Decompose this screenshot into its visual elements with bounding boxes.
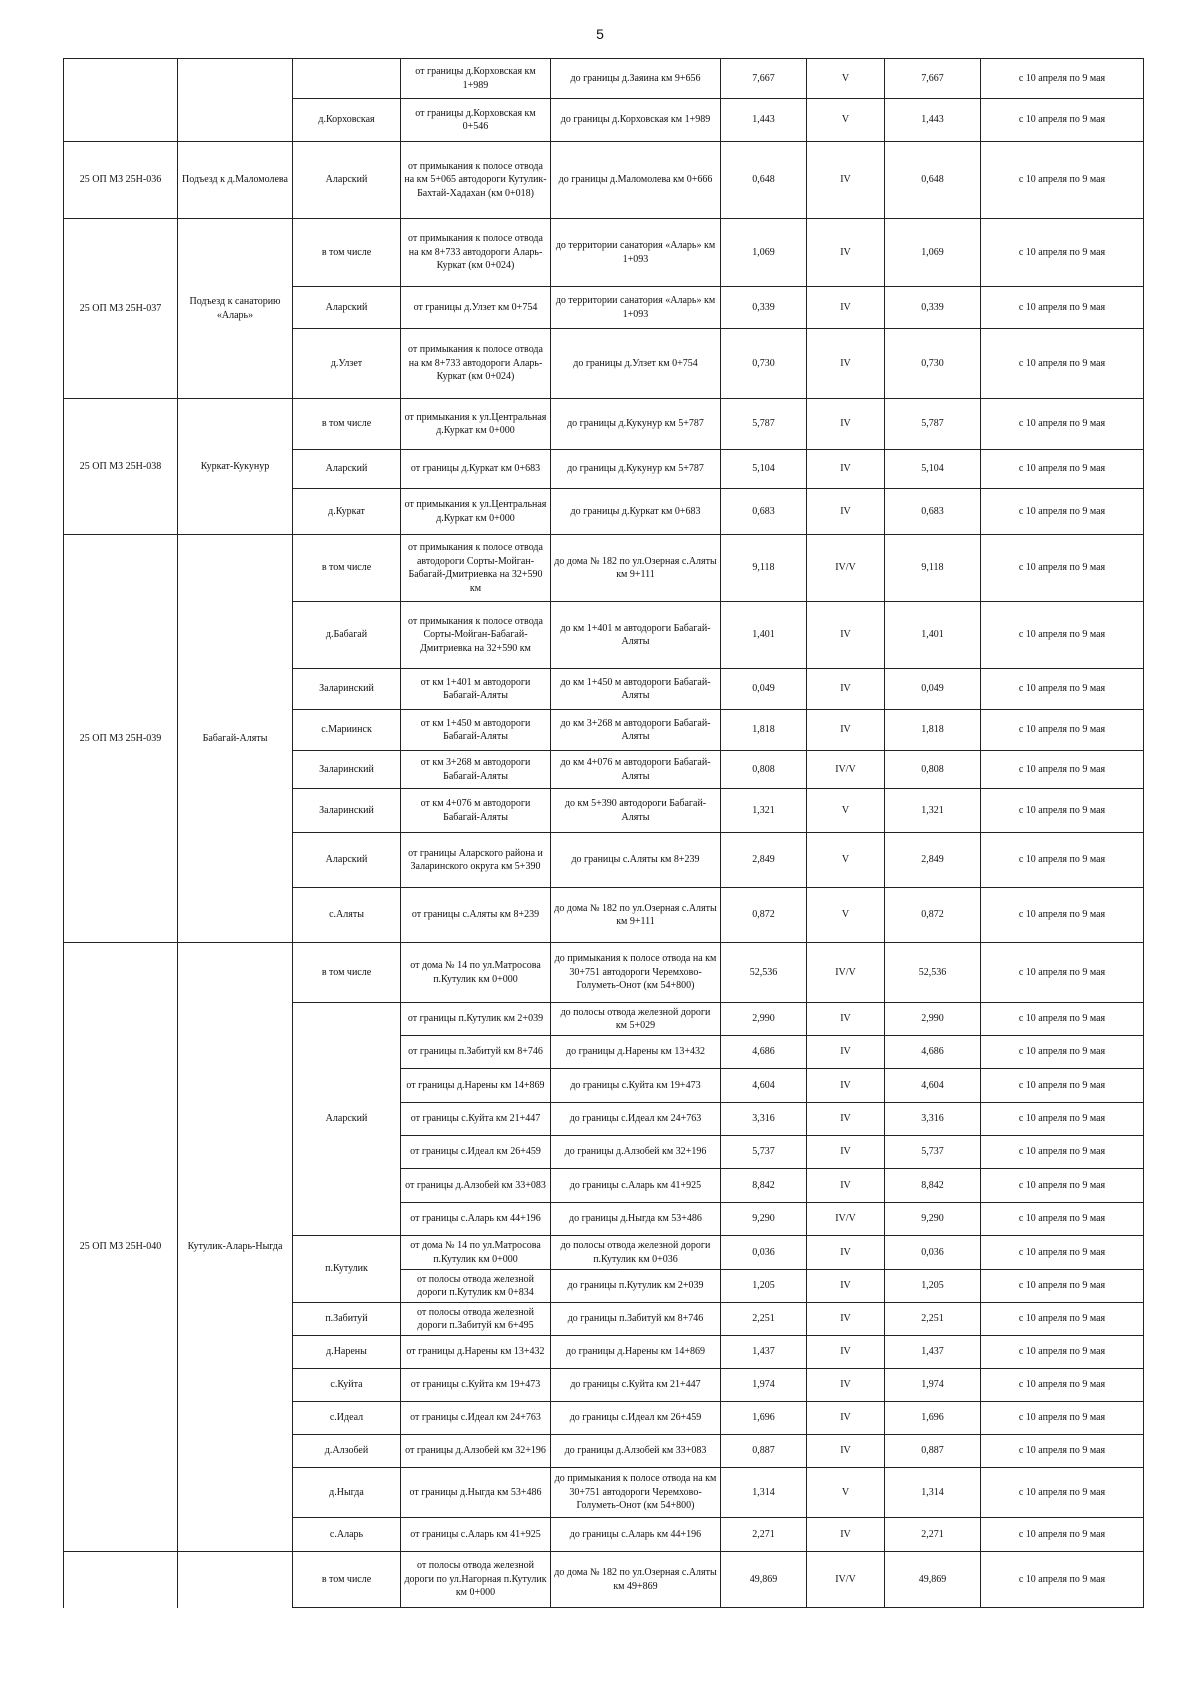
to-cell: до км 3+268 м автодороги Бабагай-Аляты	[551, 710, 721, 751]
to-cell: до границы д.Кукунур км 5+787	[551, 399, 721, 450]
locality-cell: в том числе	[293, 219, 401, 287]
period-cell: с 10 апреля по 9 мая	[981, 751, 1144, 789]
to-cell: до границы д.Улзет км 0+754	[551, 329, 721, 399]
period-cell: с 10 апреля по 9 мая	[981, 789, 1144, 833]
length-in-period-cell: 0,887	[885, 1435, 981, 1468]
length-in-period-cell: 49,869	[885, 1552, 981, 1608]
period-cell: с 10 апреля по 9 мая	[981, 1303, 1144, 1336]
locality-cell: Аларский	[293, 1003, 401, 1236]
road-code-cell: 25 ОП МЗ 25Н-038	[64, 399, 178, 535]
to-cell: до границы с.Идеал км 24+763	[551, 1103, 721, 1136]
to-cell: до границы д.Кукунур км 5+787	[551, 450, 721, 489]
category-cell: IV/V	[807, 1552, 885, 1608]
category-cell: IV	[807, 399, 885, 450]
to-cell: до границы д.Маломолева км 0+666	[551, 142, 721, 219]
category-cell: IV	[807, 1236, 885, 1270]
period-cell: с 10 апреля по 9 мая	[981, 943, 1144, 1003]
length-in-period-cell: 1,437	[885, 1336, 981, 1369]
length-in-period-cell: 4,686	[885, 1036, 981, 1069]
period-cell: с 10 апреля по 9 мая	[981, 1270, 1144, 1303]
length-cell: 4,604	[721, 1069, 807, 1103]
to-cell: до границы п.Забитуй км 8+746	[551, 1303, 721, 1336]
length-cell: 1,069	[721, 219, 807, 287]
category-cell: IV	[807, 1036, 885, 1069]
from-cell: от границы Аларского района и Заларинского округа км 5+390	[401, 833, 551, 888]
from-cell: от границы д.Ныгда км 53+486	[401, 1468, 551, 1518]
from-cell: от примыкания к ул.Центральная д.Куркат км 0+000	[401, 489, 551, 535]
from-cell: от примыкания к ул.Центральная д.Куркат км 0+000	[401, 399, 551, 450]
locality-cell: д.Улзет	[293, 329, 401, 399]
length-in-period-cell: 0,872	[885, 888, 981, 943]
length-in-period-cell: 4,604	[885, 1069, 981, 1103]
period-cell: с 10 апреля по 9 мая	[981, 287, 1144, 329]
to-cell: до дома № 182 по ул.Озерная с.Аляты км 9+111	[551, 888, 721, 943]
locality-cell: д.Алзобей	[293, 1435, 401, 1468]
to-cell: до границы с.Куйта км 19+473	[551, 1069, 721, 1103]
to-cell: до границы с.Идеал км 26+459	[551, 1402, 721, 1435]
to-cell: до границы д.Нарены км 14+869	[551, 1336, 721, 1369]
length-cell: 0,683	[721, 489, 807, 535]
from-cell: от границы п.Забитуй км 8+746	[401, 1036, 551, 1069]
locality-cell: с.Аларь	[293, 1518, 401, 1552]
length-cell: 0,036	[721, 1236, 807, 1270]
length-in-period-cell: 9,118	[885, 535, 981, 602]
length-in-period-cell: 1,069	[885, 219, 981, 287]
length-cell: 1,314	[721, 1468, 807, 1518]
period-cell: с 10 апреля по 9 мая	[981, 399, 1144, 450]
period-cell: с 10 апреля по 9 мая	[981, 1468, 1144, 1518]
from-cell: от границы с.Аларь км 44+196	[401, 1203, 551, 1236]
from-cell: от км 1+401 м автодороги Бабагай-Аляты	[401, 669, 551, 710]
period-cell: с 10 апреля по 9 мая	[981, 1552, 1144, 1608]
from-cell: от границы п.Кутулик км 2+039	[401, 1003, 551, 1036]
length-in-period-cell: 2,990	[885, 1003, 981, 1036]
length-cell: 0,808	[721, 751, 807, 789]
length-cell: 0,887	[721, 1435, 807, 1468]
length-cell: 0,730	[721, 329, 807, 399]
from-cell: от границы д.Куркат км 0+683	[401, 450, 551, 489]
length-in-period-cell: 5,787	[885, 399, 981, 450]
category-cell: IV	[807, 1003, 885, 1036]
table-row	[64, 219, 1144, 287]
table-row	[64, 142, 1144, 219]
period-cell: с 10 апреля по 9 мая	[981, 1136, 1144, 1169]
to-cell: до границы д.Ныгда км 53+486	[551, 1203, 721, 1236]
to-cell: до полосы отвода железной дороги п.Кутулик км 0+036	[551, 1236, 721, 1270]
to-cell: до границы д.Куркат км 0+683	[551, 489, 721, 535]
length-in-period-cell: 0,808	[885, 751, 981, 789]
length-in-period-cell: 9,290	[885, 1203, 981, 1236]
period-cell: с 10 апреля по 9 мая	[981, 1402, 1144, 1435]
period-cell: с 10 апреля по 9 мая	[981, 1069, 1144, 1103]
length-cell: 0,339	[721, 287, 807, 329]
from-cell: от границы д.Корховская км 1+989	[401, 59, 551, 99]
length-in-period-cell: 0,036	[885, 1236, 981, 1270]
length-cell: 1,818	[721, 710, 807, 751]
from-cell: от границы д.Алзобей км 33+083	[401, 1169, 551, 1203]
category-cell: V	[807, 59, 885, 99]
locality-cell: п.Кутулик	[293, 1236, 401, 1303]
to-cell: до км 1+450 м автодороги Бабагай-Аляты	[551, 669, 721, 710]
to-cell: до границы с.Аляты км 8+239	[551, 833, 721, 888]
to-cell: до границы п.Кутулик км 2+039	[551, 1270, 721, 1303]
road-code-cell: 25 ОП МЗ 25Н-040	[64, 943, 178, 1552]
period-cell: с 10 апреля по 9 мая	[981, 1336, 1144, 1369]
locality-cell: с.Мариинск	[293, 710, 401, 751]
length-cell: 9,118	[721, 535, 807, 602]
road-name-cell	[178, 1552, 293, 1608]
length-cell: 1,321	[721, 789, 807, 833]
category-cell: IV	[807, 1518, 885, 1552]
to-cell: до территории санатория «Аларь» км 1+093	[551, 287, 721, 329]
to-cell: до полосы отвода железной дороги км 5+029	[551, 1003, 721, 1036]
period-cell: с 10 апреля по 9 мая	[981, 1435, 1144, 1468]
locality-cell: д.Корховская	[293, 99, 401, 142]
to-cell: до границы д.Алзобей км 33+083	[551, 1435, 721, 1468]
length-in-period-cell: 2,271	[885, 1518, 981, 1552]
table-row	[64, 535, 1144, 602]
length-in-period-cell: 3,316	[885, 1103, 981, 1136]
length-in-period-cell: 0,339	[885, 287, 981, 329]
length-in-period-cell: 1,443	[885, 99, 981, 142]
length-cell: 0,049	[721, 669, 807, 710]
road-name-cell	[178, 59, 293, 142]
period-cell: с 10 апреля по 9 мая	[981, 450, 1144, 489]
category-cell: IV/V	[807, 751, 885, 789]
length-cell: 1,974	[721, 1369, 807, 1402]
period-cell: с 10 апреля по 9 мая	[981, 535, 1144, 602]
from-cell: от км 4+076 м автодороги Бабагай-Аляты	[401, 789, 551, 833]
length-in-period-cell: 2,251	[885, 1303, 981, 1336]
period-cell: с 10 апреля по 9 мая	[981, 1003, 1144, 1036]
length-cell: 2,271	[721, 1518, 807, 1552]
period-cell: с 10 апреля по 9 мая	[981, 489, 1144, 535]
length-in-period-cell: 1,321	[885, 789, 981, 833]
road-name-cell: Куркат-Кукунур	[178, 399, 293, 535]
to-cell: до границы с.Аларь км 44+196	[551, 1518, 721, 1552]
length-in-period-cell: 0,730	[885, 329, 981, 399]
period-cell: с 10 апреля по 9 мая	[981, 710, 1144, 751]
from-cell: от примыкания к полосе отвода на км 5+065 автодороги Кутулик-Бахтай-Хадахан (км 0+018)	[401, 142, 551, 219]
to-cell: до границы с.Куйта км 21+447	[551, 1369, 721, 1402]
locality-cell: Заларинский	[293, 751, 401, 789]
locality-cell: Аларский	[293, 142, 401, 219]
locality-cell: д.Ныгда	[293, 1468, 401, 1518]
locality-cell	[293, 59, 401, 99]
period-cell: с 10 апреля по 9 мая	[981, 329, 1144, 399]
road-code-cell	[64, 1552, 178, 1608]
locality-cell: д.Нарены	[293, 1336, 401, 1369]
period-cell: с 10 апреля по 9 мая	[981, 219, 1144, 287]
length-in-period-cell: 52,536	[885, 943, 981, 1003]
to-cell: до границы д.Заяина км 9+656	[551, 59, 721, 99]
category-cell: IV	[807, 1303, 885, 1336]
locality-cell: Аларский	[293, 450, 401, 489]
category-cell: IV/V	[807, 1203, 885, 1236]
category-cell: IV	[807, 1136, 885, 1169]
length-in-period-cell: 0,683	[885, 489, 981, 535]
length-in-period-cell: 1,696	[885, 1402, 981, 1435]
period-cell: с 10 апреля по 9 мая	[981, 888, 1144, 943]
to-cell: до км 1+401 м автодороги Бабагай-Аляты	[551, 602, 721, 669]
locality-cell: Заларинский	[293, 669, 401, 710]
locality-cell: д.Бабагай	[293, 602, 401, 669]
category-cell: IV	[807, 1435, 885, 1468]
road-name-cell: Подъезд к санаторию «Аларь»	[178, 219, 293, 399]
category-cell: IV	[807, 1270, 885, 1303]
to-cell: до примыкания к полосе отвода на км 30+751 автодороги Черемхово-Голуметь-Онот (км 54+800)	[551, 943, 721, 1003]
to-cell: до примыкания к полосе отвода на км 30+751 автодороги Черемхово-Голуметь-Онот (км 54+800)	[551, 1468, 721, 1518]
period-cell: с 10 апреля по 9 мая	[981, 59, 1144, 99]
length-in-period-cell: 1,401	[885, 602, 981, 669]
from-cell: от полосы отвода железной дороги по ул.Нагорная п.Кутулик км 0+000	[401, 1552, 551, 1608]
length-cell: 2,990	[721, 1003, 807, 1036]
from-cell: от км 1+450 м автодороги Бабагай-Аляты	[401, 710, 551, 751]
road-restrictions-table	[63, 58, 1144, 1608]
length-in-period-cell: 7,667	[885, 59, 981, 99]
locality-cell: в том числе	[293, 535, 401, 602]
length-cell: 4,686	[721, 1036, 807, 1069]
length-in-period-cell: 1,314	[885, 1468, 981, 1518]
category-cell: IV/V	[807, 943, 885, 1003]
to-cell: до км 5+390 автодороги Бабагай-Аляты	[551, 789, 721, 833]
length-cell: 1,696	[721, 1402, 807, 1435]
table-row	[64, 943, 1144, 1003]
length-in-period-cell: 5,104	[885, 450, 981, 489]
category-cell: IV	[807, 602, 885, 669]
locality-cell: с.Идеал	[293, 1402, 401, 1435]
category-cell: IV	[807, 669, 885, 710]
period-cell: с 10 апреля по 9 мая	[981, 142, 1144, 219]
length-cell: 8,842	[721, 1169, 807, 1203]
from-cell: от границы с.Куйта км 21+447	[401, 1103, 551, 1136]
locality-cell: Заларинский	[293, 789, 401, 833]
category-cell: V	[807, 1468, 885, 1518]
length-cell: 1,205	[721, 1270, 807, 1303]
category-cell: IV	[807, 1336, 885, 1369]
locality-cell: с.Куйта	[293, 1369, 401, 1402]
locality-cell: в том числе	[293, 1552, 401, 1608]
length-cell: 5,787	[721, 399, 807, 450]
length-cell: 49,869	[721, 1552, 807, 1608]
length-cell: 5,737	[721, 1136, 807, 1169]
to-cell: до границы д.Нарены км 13+432	[551, 1036, 721, 1069]
category-cell: IV	[807, 489, 885, 535]
from-cell: от границы с.Куйта км 19+473	[401, 1369, 551, 1402]
length-cell: 5,104	[721, 450, 807, 489]
road-name-cell: Бабагай-Аляты	[178, 535, 293, 943]
locality-cell: в том числе	[293, 943, 401, 1003]
to-cell: до дома № 182 по ул.Озерная с.Аляты км 49+869	[551, 1552, 721, 1608]
table-row	[64, 59, 1144, 99]
category-cell: IV	[807, 450, 885, 489]
from-cell: от границы д.Алзобей км 32+196	[401, 1435, 551, 1468]
category-cell: IV	[807, 710, 885, 751]
length-in-period-cell: 0,049	[885, 669, 981, 710]
category-cell: IV	[807, 1169, 885, 1203]
period-cell: с 10 апреля по 9 мая	[981, 833, 1144, 888]
from-cell: от границы д.Улзет км 0+754	[401, 287, 551, 329]
length-cell: 2,251	[721, 1303, 807, 1336]
from-cell: от полосы отвода железной дороги п.Забитуй км 6+495	[401, 1303, 551, 1336]
length-in-period-cell: 1,818	[885, 710, 981, 751]
from-cell: от границы д.Корховская км 0+546	[401, 99, 551, 142]
category-cell: V	[807, 833, 885, 888]
category-cell: IV	[807, 1103, 885, 1136]
length-cell: 3,316	[721, 1103, 807, 1136]
to-cell: до границы д.Корховская км 1+989	[551, 99, 721, 142]
to-cell: до дома № 182 по ул.Озерная с.Аляты км 9+111	[551, 535, 721, 602]
period-cell: с 10 апреля по 9 мая	[981, 1369, 1144, 1402]
category-cell: V	[807, 789, 885, 833]
category-cell: IV	[807, 1369, 885, 1402]
from-cell: от границы д.Нарены км 13+432	[401, 1336, 551, 1369]
length-cell: 52,536	[721, 943, 807, 1003]
page-number: 5	[596, 26, 604, 42]
from-cell: от км 3+268 м автодороги Бабагай-Аляты	[401, 751, 551, 789]
from-cell: от дома № 14 по ул.Матросова п.Кутулик км 0+000	[401, 943, 551, 1003]
road-code-cell	[64, 59, 178, 142]
locality-cell: Аларский	[293, 833, 401, 888]
from-cell: от дома № 14 по ул.Матросова п.Кутулик км 0+000	[401, 1236, 551, 1270]
length-in-period-cell: 1,205	[885, 1270, 981, 1303]
length-in-period-cell: 8,842	[885, 1169, 981, 1203]
category-cell: IV/V	[807, 535, 885, 602]
from-cell: от примыкания к полосе отвода автодороги Сорты-Мойган-Бабагай-Дмитриевка на 32+590 км	[401, 535, 551, 602]
length-cell: 1,401	[721, 602, 807, 669]
length-in-period-cell: 0,648	[885, 142, 981, 219]
category-cell: V	[807, 888, 885, 943]
length-cell: 9,290	[721, 1203, 807, 1236]
category-cell: IV	[807, 1069, 885, 1103]
period-cell: с 10 апреля по 9 мая	[981, 602, 1144, 669]
length-in-period-cell: 1,974	[885, 1369, 981, 1402]
locality-cell: Аларский	[293, 287, 401, 329]
from-cell: от примыкания к полосе отвода на км 8+733 автодороги Аларь-Куркат (км 0+024)	[401, 329, 551, 399]
to-cell: до границы д.Алзобей км 32+196	[551, 1136, 721, 1169]
length-cell: 2,849	[721, 833, 807, 888]
length-cell: 1,437	[721, 1336, 807, 1369]
from-cell: от примыкания к полосе отвода Сорты-Мойган-Бабагай-Дмитриевка на 32+590 км	[401, 602, 551, 669]
length-in-period-cell: 2,849	[885, 833, 981, 888]
category-cell: IV	[807, 329, 885, 399]
length-in-period-cell: 5,737	[885, 1136, 981, 1169]
to-cell: до территории санатория «Аларь» км 1+093	[551, 219, 721, 287]
to-cell: до границы с.Аларь км 41+925	[551, 1169, 721, 1203]
from-cell: от примыкания к полосе отвода на км 8+733 автодороги Аларь-Куркат (км 0+024)	[401, 219, 551, 287]
locality-cell: д.Куркат	[293, 489, 401, 535]
length-cell: 7,667	[721, 59, 807, 99]
period-cell: с 10 апреля по 9 мая	[981, 99, 1144, 142]
category-cell: IV	[807, 287, 885, 329]
period-cell: с 10 апреля по 9 мая	[981, 1036, 1144, 1069]
locality-cell: п.Забитуй	[293, 1303, 401, 1336]
length-cell: 0,872	[721, 888, 807, 943]
road-code-cell: 25 ОП МЗ 25Н-037	[64, 219, 178, 399]
category-cell: IV	[807, 219, 885, 287]
category-cell: IV	[807, 1402, 885, 1435]
length-cell: 0,648	[721, 142, 807, 219]
table-row	[64, 1552, 1144, 1608]
period-cell: с 10 апреля по 9 мая	[981, 1103, 1144, 1136]
from-cell: от границы с.Аляты км 8+239	[401, 888, 551, 943]
locality-cell: с.Аляты	[293, 888, 401, 943]
from-cell: от границы с.Идеал км 24+763	[401, 1402, 551, 1435]
from-cell: от границы с.Идеал км 26+459	[401, 1136, 551, 1169]
road-code-cell: 25 ОП МЗ 25Н-036	[64, 142, 178, 219]
table-row	[64, 399, 1144, 450]
period-cell: с 10 апреля по 9 мая	[981, 1203, 1144, 1236]
from-cell: от границы д.Нарены км 14+869	[401, 1069, 551, 1103]
road-name-cell: Подъезд к д.Маломолева	[178, 142, 293, 219]
category-cell: V	[807, 99, 885, 142]
category-cell: IV	[807, 142, 885, 219]
to-cell: до км 4+076 м автодороги Бабагай-Аляты	[551, 751, 721, 789]
from-cell: от полосы отвода железной дороги п.Кутулик км 0+834	[401, 1270, 551, 1303]
road-name-cell: Кутулик-Аларь-Ныгда	[178, 943, 293, 1552]
period-cell: с 10 апреля по 9 мая	[981, 1169, 1144, 1203]
period-cell: с 10 апреля по 9 мая	[981, 1236, 1144, 1270]
locality-cell: в том числе	[293, 399, 401, 450]
road-code-cell: 25 ОП МЗ 25Н-039	[64, 535, 178, 943]
period-cell: с 10 апреля по 9 мая	[981, 669, 1144, 710]
period-cell: с 10 апреля по 9 мая	[981, 1518, 1144, 1552]
length-cell: 1,443	[721, 99, 807, 142]
from-cell: от границы с.Аларь км 41+925	[401, 1518, 551, 1552]
